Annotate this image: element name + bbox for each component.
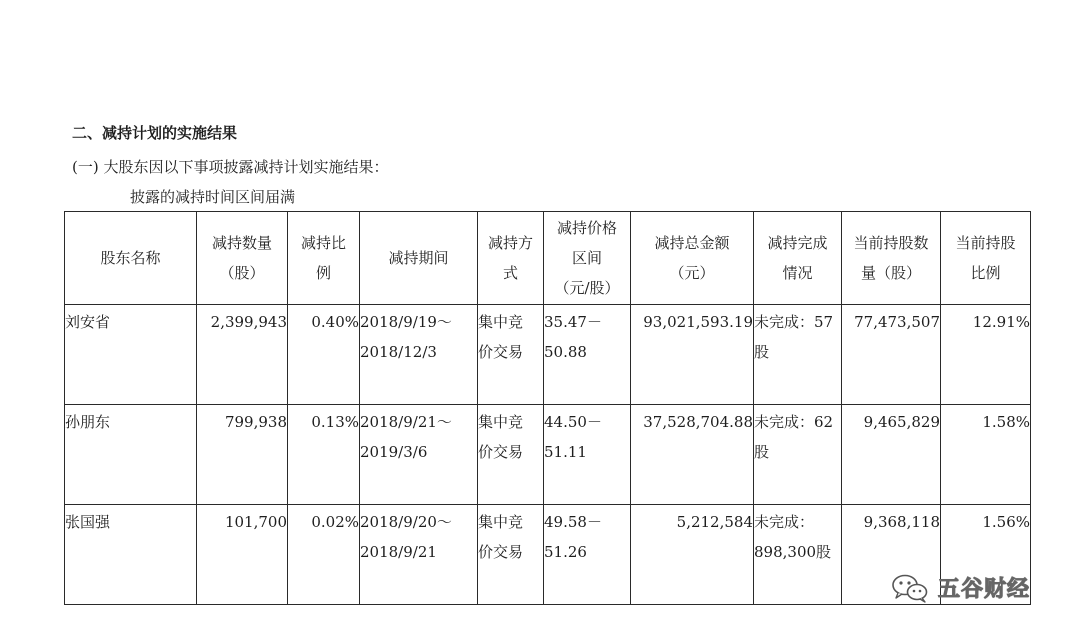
header-reduction-period: 减持期间 — [360, 212, 478, 305]
cell-current-holding: 77,473,507 — [842, 305, 941, 405]
cell-total-amount: 5,212,584 — [631, 505, 754, 605]
cell-completion-status: 未完成：62 股 — [754, 405, 842, 505]
cell-price-range: 35.47－ 50.88 — [544, 305, 631, 405]
header-completion-status: 减持完成 情况 — [754, 212, 842, 305]
header-reduction-ratio: 减持比 例 — [288, 212, 360, 305]
cell-shareholder-name: 刘安省 — [65, 305, 197, 405]
cell-current-holding: 9,368,118 — [842, 505, 941, 605]
cell-reduction-ratio: 0.13% — [288, 405, 360, 505]
wechat-icon — [890, 573, 930, 603]
watermark — [890, 572, 1030, 603]
table-row — [65, 305, 1031, 405]
cell-price-range: 44.50－ 51.11 — [544, 405, 631, 505]
cell-completion-status: 未完成： 898,300股 — [754, 505, 842, 605]
header-current-holding: 当前持股数 量（股） — [842, 212, 941, 305]
header-shareholder-name: 股东名称 — [65, 212, 197, 305]
header-reduction-quantity: 减持数量 （股） — [197, 212, 288, 305]
header-reduction-method: 减持方 式 — [478, 212, 544, 305]
header-price-range: 减持价格 区间 （元/股） — [544, 212, 631, 305]
header-total-amount: 减持总金额 （元） — [631, 212, 754, 305]
cell-current-holding: 9,465,829 — [842, 405, 941, 505]
subsection-title: (一) 大股东因以下事项披露减持计划实施结果： — [72, 158, 389, 176]
cell-reduction-ratio: 0.40% — [288, 305, 360, 405]
cell-current-ratio: 1.58% — [941, 405, 1031, 505]
cell-total-amount: 93,021,593.19 — [631, 305, 754, 405]
cell-current-ratio: 1.56% — [941, 505, 1031, 605]
cell-reduction-ratio: 0.02% — [288, 505, 360, 605]
cell-reduction-method: 集中竞 价交易 — [478, 505, 544, 605]
table-row — [65, 405, 1031, 505]
cell-reduction-quantity: 101,700 — [197, 505, 288, 605]
disclosure-note: 披露的减持时间区间届满 — [130, 188, 296, 206]
cell-shareholder-name: 孙朋东 — [65, 405, 197, 505]
cell-shareholder-name: 张国强 — [65, 505, 197, 605]
cell-reduction-quantity: 2,399,943 — [197, 305, 288, 405]
reduction-results-table — [64, 211, 1031, 605]
table-row — [65, 505, 1031, 605]
section-title: 二、减持计划的实施结果 — [72, 124, 238, 142]
header-current-ratio: 当前持股 比例 — [941, 212, 1031, 305]
cell-current-ratio: 12.91% — [941, 305, 1031, 405]
watermark-text: 五谷财经 — [938, 577, 1031, 602]
cell-reduction-method: 集中竞 价交易 — [478, 305, 544, 405]
cell-reduction-method: 集中竞 价交易 — [478, 405, 544, 505]
cell-reduction-period: 2018/9/21～ 2019/3/6 — [360, 405, 478, 505]
table-header-row — [65, 212, 1031, 305]
cell-reduction-quantity: 799,938 — [197, 405, 288, 505]
cell-price-range: 49.58－ 51.26 — [544, 505, 631, 605]
cell-reduction-period: 2018/9/19～ 2018/12/3 — [360, 305, 478, 405]
cell-completion-status: 未完成：57 股 — [754, 305, 842, 405]
cell-total-amount: 37,528,704.88 — [631, 405, 754, 505]
cell-reduction-period: 2018/9/20～ 2018/9/21 — [360, 505, 478, 605]
